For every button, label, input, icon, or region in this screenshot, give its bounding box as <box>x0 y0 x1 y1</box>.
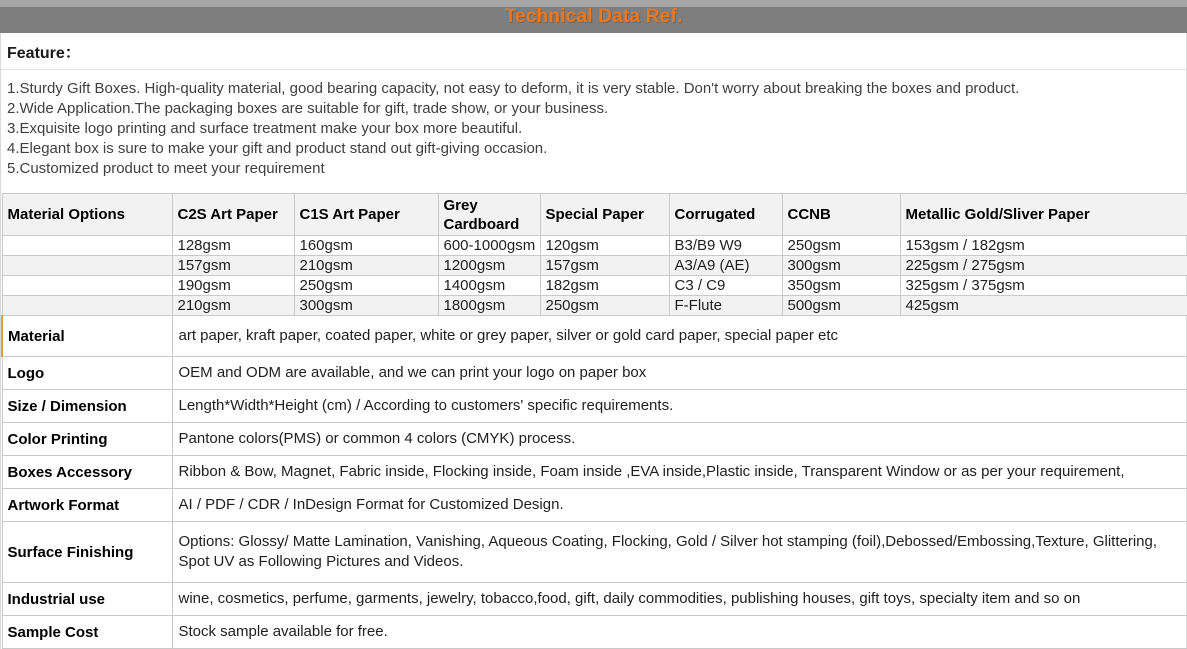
materials-cell: C3 / C9 <box>669 276 782 296</box>
spec-row-material <box>2 316 1187 357</box>
feature-item-5: 5.Customized product to meet your requirement <box>7 160 325 177</box>
spec-label-boxes-accessory: Boxes Accessory <box>2 456 172 489</box>
materials-cell: 225gsm / 275gsm <box>900 256 1187 276</box>
materials-row-1 <box>2 236 1187 256</box>
spec-label-size-dimension: Size / Dimension <box>2 390 172 423</box>
feature-item-1: 1.Sturdy Gift Boxes. High-quality material, good bearing capacity, not easy to deform, it is very stable. Don't worry about breaking the boxes and product. <box>7 80 1020 97</box>
materials-cell <box>2 256 172 276</box>
materials-cell: F-Flute <box>669 296 782 316</box>
materials-cell: 300gsm <box>294 296 438 316</box>
spec-row-logo <box>2 357 1187 390</box>
spec-row-artwork-format <box>2 489 1187 522</box>
column-header-corrugated: Corrugated <box>669 194 782 236</box>
materials-cell: 425gsm <box>900 296 1187 316</box>
materials-cell: 153gsm / 182gsm <box>900 236 1187 256</box>
spec-value-surface-finishing: Options: Glossy/ Matte Lamination, Vanishing, Aqueous Coating, Flocking, Gold / Silver hot stamping (foil),Debossed/Embossing,Texture, Glittering, Spot UV as Following Pictures and Videos. <box>172 522 1187 583</box>
feature-item-2: 2.Wide Application.The packaging boxes are suitable for gift, trade show, or your business. <box>7 100 609 117</box>
feature-item-4: 4.Elegant box is sure to make your gift and product stand out gift-giving occasion. <box>7 140 548 157</box>
spec-label-artwork-format: Artwork Format <box>2 489 172 522</box>
feature-list <box>1 70 1186 187</box>
spec-value-size-dimension: Length*Width*Height (cm) / According to customers' specific requirements. <box>172 390 1187 423</box>
materials-cell: 250gsm <box>540 296 669 316</box>
spec-value-color-printing: Pantone colors(PMS) or common 4 colors (CMYK) process. <box>172 423 1187 456</box>
column-header-special-paper: Special Paper <box>540 194 669 236</box>
spec-value-industrial-use: wine, cosmetics, perfume, garments, jewelry, tobacco,food, gift, daily commodities, publishing houses, gift toys, specialty item and so on <box>172 583 1187 616</box>
materials-cell: 157gsm <box>172 256 294 276</box>
materials-cell: 1400gsm <box>438 276 540 296</box>
materials-cell <box>2 236 172 256</box>
technical-data-table <box>1 193 1187 649</box>
materials-row-4 <box>2 296 1187 316</box>
spec-label-industrial-use: Industrial use <box>2 583 172 616</box>
materials-row-2 <box>2 256 1187 276</box>
materials-cell: B3/B9 W9 <box>669 236 782 256</box>
materials-cell: 1800gsm <box>438 296 540 316</box>
title-bar <box>0 0 1187 33</box>
materials-cell: 250gsm <box>782 236 900 256</box>
page-title: Technical Data Ref. <box>504 5 683 27</box>
column-header-material-options: Material Options <box>2 194 172 236</box>
feature-item-3: 3.Exquisite logo printing and surface treatment make your box more beautiful. <box>7 120 523 137</box>
content-frame <box>0 33 1187 649</box>
spec-label-material: Material <box>2 316 172 357</box>
spec-row-size-dimension <box>2 390 1187 423</box>
materials-cell: 182gsm <box>540 276 669 296</box>
materials-row-3 <box>2 276 1187 296</box>
spec-label-logo: Logo <box>2 357 172 390</box>
column-header-ccnb: CCNB <box>782 194 900 236</box>
materials-header-row <box>2 194 1187 236</box>
spec-label-color-printing: Color Printing <box>2 423 172 456</box>
spec-label-surface-finishing: Surface Finishing <box>2 522 172 583</box>
spec-row-industrial-use <box>2 583 1187 616</box>
column-header-metallic-gold-sliver-paper: Metallic Gold/Sliver Paper <box>900 194 1187 236</box>
materials-cell: A3/A9 (AE) <box>669 256 782 276</box>
column-header-c1s-art-paper: C1S Art Paper <box>294 194 438 236</box>
materials-cell: 325gsm / 375gsm <box>900 276 1187 296</box>
column-header-grey-cardboard: Grey Cardboard <box>438 194 540 236</box>
spec-row-color-printing <box>2 423 1187 456</box>
materials-cell: 160gsm <box>294 236 438 256</box>
materials-cell: 300gsm <box>782 256 900 276</box>
materials-cell: 210gsm <box>294 256 438 276</box>
spec-value-boxes-accessory: Ribbon & Bow, Magnet, Fabric inside, Flocking inside, Foam inside ,EVA inside,Plastic inside, Transparent Window or as per your requirement, <box>172 456 1187 489</box>
materials-cell: 1200gsm <box>438 256 540 276</box>
spec-value-material: art paper, kraft paper, coated paper, white or grey paper, silver or gold card paper, special paper etc <box>172 316 1187 357</box>
materials-cell: 157gsm <box>540 256 669 276</box>
spec-row-sample-cost <box>2 616 1187 649</box>
spec-row-surface-finishing <box>2 522 1187 583</box>
materials-cell: 250gsm <box>294 276 438 296</box>
column-header-c2s-art-paper: C2S Art Paper <box>172 194 294 236</box>
materials-cell: 190gsm <box>172 276 294 296</box>
materials-cell: 350gsm <box>782 276 900 296</box>
spec-value-logo: OEM and ODM are available, and we can print your logo on paper box <box>172 357 1187 390</box>
materials-cell <box>2 296 172 316</box>
materials-cell: 210gsm <box>172 296 294 316</box>
spec-label-sample-cost: Sample Cost <box>2 616 172 649</box>
materials-cell: 120gsm <box>540 236 669 256</box>
materials-cell: 600-1000gsm <box>438 236 540 256</box>
feature-heading: Feature： <box>1 33 1186 70</box>
spec-row-boxes-accessory <box>2 456 1187 489</box>
materials-cell: 128gsm <box>172 236 294 256</box>
spec-value-sample-cost: Stock sample available for free. <box>172 616 1187 649</box>
spec-body <box>2 316 1187 649</box>
spec-value-artwork-format: AI / PDF / CDR / InDesign Format for Customized Design. <box>172 489 1187 522</box>
materials-cell: 500gsm <box>782 296 900 316</box>
materials-cell <box>2 276 172 296</box>
materials-body <box>2 236 1187 316</box>
